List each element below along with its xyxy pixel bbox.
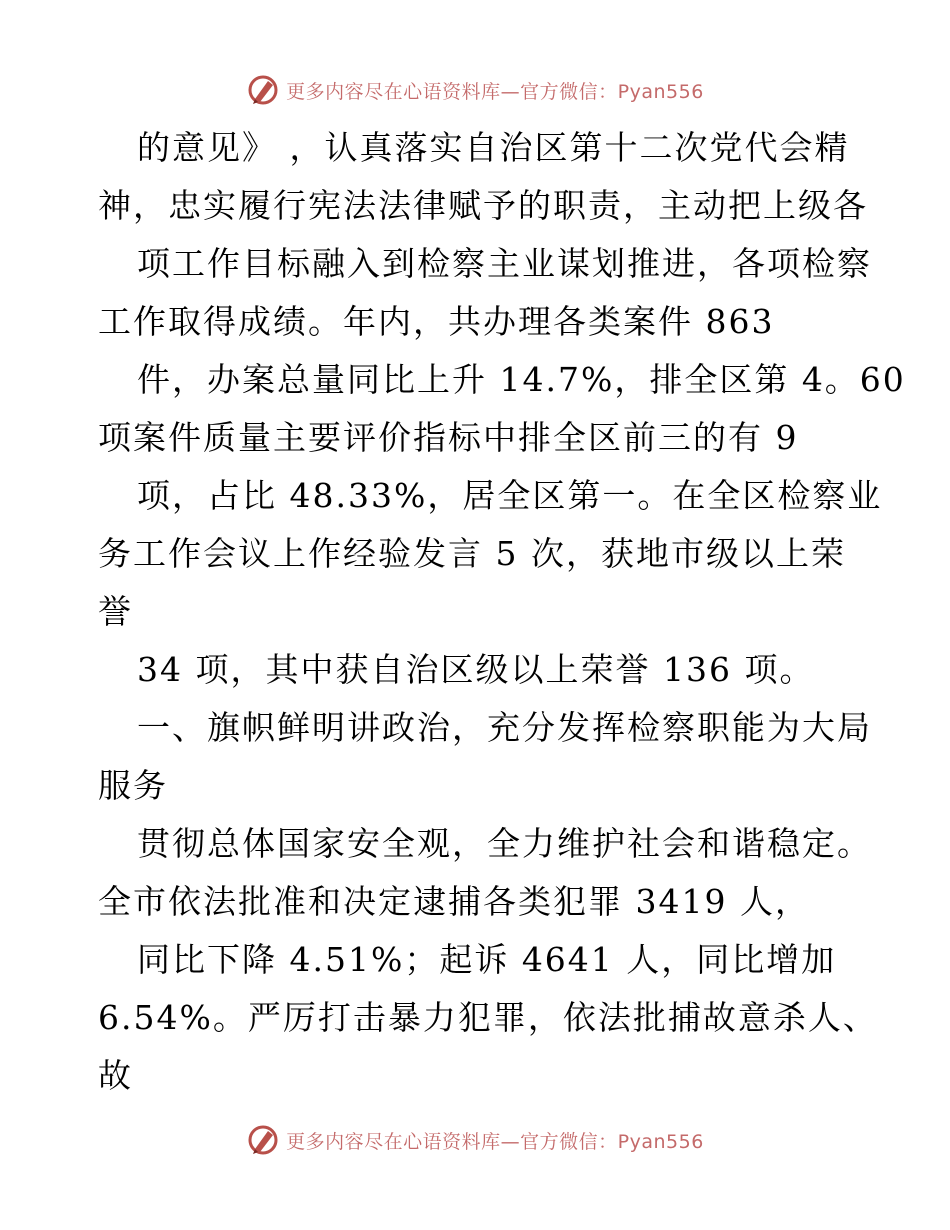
watermark-text: 更多内容尽在心语资料库—官方微信：Pyan556 bbox=[286, 1130, 704, 1153]
text-line: 6.54%。严厉打击暴力犯罪，依法批捕故意杀人、 bbox=[98, 998, 878, 1037]
pen-logo-icon bbox=[246, 1123, 280, 1157]
section-heading: 一、旗帜鲜明讲政治，充分发挥检察职能为大局 bbox=[137, 708, 872, 747]
text-line: 34 项，其中获自治区级以上荣誉 136 项。 bbox=[137, 650, 815, 689]
text-line: 项，占比 48.33%，居全区第一。在全区检察业 bbox=[137, 476, 883, 515]
text-line: 同比下降 4.51%；起诉 4641 人，同比增加 bbox=[137, 940, 837, 979]
text-line: 的意见》 ，认真落实自治区第十二次党代会精 bbox=[137, 128, 850, 167]
watermark-text: 更多内容尽在心语资料库—官方微信：Pyan556 bbox=[286, 80, 704, 103]
text-line: 件，办案总量同比上升 14.7%，排全区第 4。60 bbox=[137, 360, 906, 399]
text-line: 贯彻总体国家安全观，全力维护社会和谐稳定。 bbox=[137, 824, 872, 863]
text-line: 项工作目标融入到检察主业谋划推进，各项检察 bbox=[137, 244, 872, 283]
text-line: 故 bbox=[98, 1056, 133, 1095]
text-line: 工作取得成绩。年内，共办理各类案件 863 bbox=[98, 302, 775, 341]
text-line: 务工作会议上作经验发言 5 次，获地市级以上荣 bbox=[98, 534, 846, 573]
footer-watermark bbox=[0, 1120, 950, 1160]
text-line: 神，忠实履行宪法法律赋予的职责，主动把上级各 bbox=[98, 186, 868, 225]
text-line: 项案件质量主要评价指标中排全区前三的有 9 bbox=[98, 418, 799, 457]
section-heading: 服务 bbox=[98, 766, 168, 805]
text-line: 全市依法批准和决定逮捕各类犯罪 3419 人， bbox=[98, 882, 810, 921]
text-line: 誉 bbox=[98, 592, 133, 631]
